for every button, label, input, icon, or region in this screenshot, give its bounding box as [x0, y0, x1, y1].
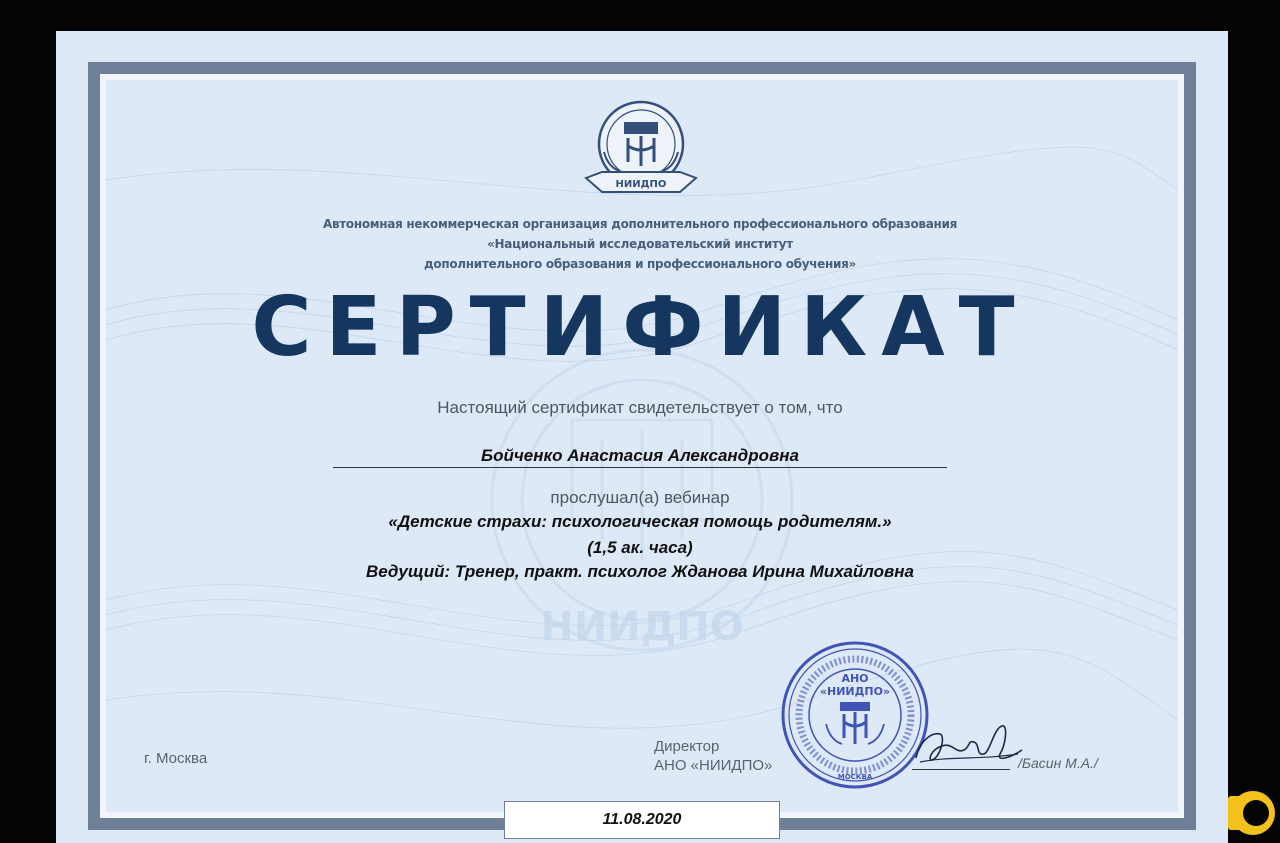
signature-line — [912, 769, 1010, 770]
svg-text:НИИДПО: НИИДПО — [540, 604, 744, 650]
certificate-title: СЕРТИФИКАТ — [251, 280, 1029, 375]
corner-watermark-logo — [1226, 786, 1276, 840]
logo-text: НИИДПО — [615, 179, 667, 190]
certifies-text: Настоящий сертификат свидетельствует о том, что — [437, 398, 843, 417]
recipient-name: Бойченко Анастасия Александровна — [481, 446, 799, 465]
official-stamp — [778, 640, 932, 790]
webinar-hours: (1,5 ак. часа) — [587, 538, 693, 557]
organization-name — [0, 214, 1280, 274]
listened-text: прослушал(а) вебинар — [550, 488, 730, 507]
director-title: Директор — [654, 738, 720, 755]
webinar-title: «Детские страхи: психологическая помощь родителям.» — [388, 512, 892, 531]
organization-line-3: дополнительного образования и профессионального обучения» — [424, 257, 856, 271]
issue-date: 11.08.2020 — [504, 801, 780, 839]
director-organization: АНО «НИИДПО» — [654, 757, 773, 774]
director-label — [654, 737, 772, 775]
organization-line-1: Автономная некоммерческая организация дополнительного профессионального образования — [322, 217, 958, 231]
stamp-line-3: МОСКВА — [837, 773, 873, 781]
stamp-line-1: АНО — [841, 672, 869, 685]
organization-line-2: «Национальный исследовательский институт — [487, 237, 793, 251]
city-label: г. Москва — [144, 750, 208, 767]
stamp-line-2: «НИИДПО» — [819, 685, 891, 698]
institute-logo — [580, 98, 702, 202]
recipient-underline — [333, 467, 947, 468]
signer-name: /Басин М.А./ — [1018, 755, 1098, 771]
director-signature — [910, 714, 1028, 774]
webinar-host: Ведущий: Тренер, практ. психолог Жданова Ирина Михайловна — [365, 562, 915, 581]
